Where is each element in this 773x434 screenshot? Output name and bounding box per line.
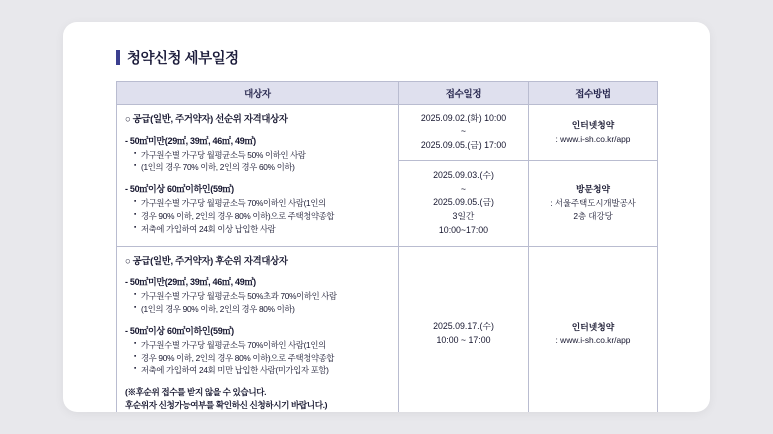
date-line: ~ <box>460 126 467 137</box>
target-cell-priority <box>117 105 399 247</box>
method-cell-subsequent <box>529 246 658 412</box>
page-title <box>116 47 657 68</box>
method-detail: : 서울주택도시개발공사 <box>550 197 636 208</box>
column-header-method: 접수방법 <box>529 82 658 105</box>
target-group-label: - 50㎡이상 60㎡이하인(59㎡) <box>125 325 234 336</box>
date-line: 2025.09.05.(금) 17:00 <box>420 140 507 151</box>
target-group-label: - 50㎡이상 60㎡이하인(59㎡) <box>125 184 234 195</box>
date-cell-visit <box>399 160 529 246</box>
target-cell-subsequent <box>117 246 399 412</box>
method-title: 인터넷청약 <box>571 321 615 332</box>
target-group-items <box>125 291 390 316</box>
list-item: ▪ 가구원수별 가구당 월평균소득 70%이하인 사람(1인의 <box>134 340 390 352</box>
list-item: ▪ 가구원수별 가구당 월평균소득 50%초과 70%이하인 사람 <box>134 291 390 303</box>
table-row <box>117 246 658 412</box>
target-group-items <box>125 198 390 235</box>
column-header-date: 접수일정 <box>399 82 529 105</box>
method-detail: : www.i-sh.co.kr/app <box>555 133 631 144</box>
date-line: 2025.09.02.(화) 10:00 <box>420 112 507 123</box>
method-title: 인터넷청약 <box>571 119 615 130</box>
method-cell-visit <box>529 160 658 246</box>
list-item-cont: ▪ 저축에 가입하여 24회 미만 납입한 사람(미가입자 포함) <box>134 365 390 377</box>
title-accent-bar <box>116 50 120 65</box>
date-line: 2025.09.03.(수) <box>433 170 494 181</box>
method-cell-internet <box>529 105 658 161</box>
table-header-row <box>117 82 658 105</box>
table-head <box>117 82 658 105</box>
document-body <box>116 47 657 412</box>
column-header-target: 대상자 <box>117 82 399 105</box>
list-item-cont: ▪ 경우 90% 이하, 2인의 경우 80% 이하)으로 주택청약종합 <box>134 353 390 365</box>
method-detail: 2층 대강당 <box>573 210 613 221</box>
target-heading: ○ 공급(일반, 주거약자) 후순위 자격대상자 <box>125 254 288 266</box>
date-line: 2025.09.17.(수) <box>433 321 494 332</box>
method-title: 방문청약 <box>576 184 610 195</box>
date-line: ~ <box>460 183 467 194</box>
note-line: 후순위자 신청가능여부를 확인하신 신청하시기 바랍니다.) <box>125 400 328 411</box>
date-line: 3일간 <box>452 210 475 221</box>
list-item-cont: ▪ (1인의 경우 70% 이하, 2인의 경우 60% 이하) <box>134 162 390 174</box>
date-line: 2025.09.05.(금) <box>433 197 494 208</box>
date-line: 10:00 ~ 17:00 <box>436 334 491 345</box>
date-line: 10:00~17:00 <box>438 224 489 235</box>
list-item: ▪ 가구원수별 가구당 월평균소득 50% 이하인 사람 <box>134 150 390 162</box>
target-heading: ○ 공급(일반, 주거약자) 선순위 자격대상자 <box>125 113 288 124</box>
target-note <box>125 386 390 412</box>
note-line: (※후순위 접수를 받지 않을 수 있습니다. <box>125 387 267 398</box>
table-body <box>117 105 658 413</box>
document-card <box>63 22 710 412</box>
target-group-items <box>125 340 390 377</box>
date-cell-subsequent <box>399 246 529 412</box>
schedule-table <box>116 81 658 412</box>
date-cell-internet <box>399 105 529 161</box>
page-title-text: 청약신청 세부일정 <box>127 51 239 67</box>
method-detail: : www.i-sh.co.kr/app <box>555 335 631 346</box>
list-item: ▪ 가구원수별 가구당 월평균소득 70%이하인 사람(1인의 <box>134 198 390 210</box>
target-group-label: - 50㎡미만(29㎡, 39㎡, 46㎡, 49㎡) <box>125 135 256 146</box>
table-row <box>117 105 658 161</box>
list-item-cont: ▪ 저축에 가입하여 24회 이상 납입한 사람 <box>134 224 390 236</box>
list-item-cont: ▪ (1인의 경우 90% 이하, 2인의 경우 80% 이하) <box>134 304 390 316</box>
target-group-items <box>125 150 390 175</box>
list-item-cont: ▪ 경우 90% 이하, 2인의 경우 80% 이하)으로 주택청약종합 <box>134 211 390 223</box>
target-group-label: - 50㎡미만(29㎡, 39㎡, 46㎡, 49㎡) <box>125 277 256 288</box>
